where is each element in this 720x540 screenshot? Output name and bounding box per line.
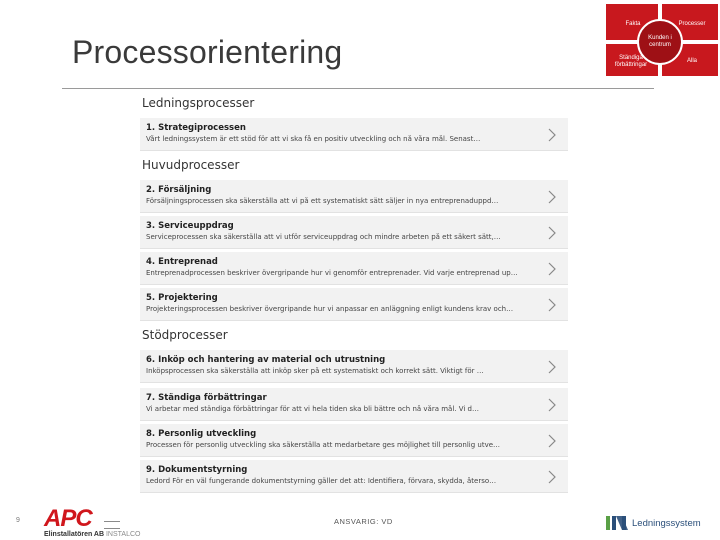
logo-partner: INSTALCO: [105, 531, 141, 538]
badge-label-top-right: Processer: [678, 21, 706, 27]
process-item-entreprenad[interactable]: [140, 252, 568, 285]
process-item-title: 8. Personlig utveckling: [146, 429, 257, 439]
process-item-strategiprocessen[interactable]: [140, 118, 568, 151]
process-item-inkop[interactable]: [140, 350, 568, 383]
chevron-right-icon: [544, 359, 560, 375]
chevron-right-icon: [544, 225, 560, 241]
process-badge: [600, 2, 720, 78]
process-item-title: 4. Entreprenad: [146, 257, 218, 267]
ledningssystem-logo-icon: [606, 514, 628, 532]
logo-stripes: [104, 521, 120, 529]
chevron-right-icon: [544, 297, 560, 313]
process-item-description: Vi arbetar med ständiga förbättringar för att vi hela tiden ska bli bättre och nå våra mål. Vi d…: [146, 405, 479, 413]
process-item-standiga-forbattringar[interactable]: [140, 388, 568, 421]
process-item-serviceuppdrag[interactable]: [140, 216, 568, 249]
chevron-right-icon: [544, 397, 560, 413]
chevron-right-icon: [544, 189, 560, 205]
process-item-description: Vårt ledningssystem är ett stöd för att vi ska få en positiv utveckling och nå våra mål. Senast…: [146, 135, 481, 143]
process-item-description: Ledord För en väl fungerande dokumentstyrning gäller det att: Identifiera, förvara, skydda, återso…: [146, 477, 497, 485]
process-item-description: Försäljningsprocessen ska säkerställa att vi på ett systematiskt sätt säljer in nya entreprenaduppd…: [146, 197, 499, 205]
process-item-title: 6. Inköp och hantering av material och utrustning: [146, 355, 386, 365]
logo-mark: APC: [44, 505, 92, 532]
process-item-description: Entreprenadprocessen beskriver övergripande hur vi genomför entreprenader. Vid varje entreprenad up…: [146, 269, 518, 277]
badge-label-top-left: Fakta: [625, 21, 641, 27]
logo-company: Elinstallatören AB: [44, 531, 105, 538]
ledningssystem-label: Ledningssystem: [632, 517, 701, 529]
process-item-personlig-utveckling[interactable]: [140, 424, 568, 457]
chevron-right-icon: [544, 127, 560, 143]
chevron-right-icon: [544, 469, 560, 485]
process-item-dokumentstyrning[interactable]: [140, 460, 568, 493]
badge-label-bottom-left: Ständiga förbättringar: [614, 55, 648, 68]
logo-subtitle: [44, 531, 140, 538]
process-item-description: Serviceprocessen ska säkerställa att vi utför serviceuppdrag och mindre arbeten på ett säkert sätt,…: [146, 233, 501, 241]
section-heading-ledningsprocesser: Ledningsprocesser: [142, 96, 255, 110]
chevron-right-icon: [544, 433, 560, 449]
chevron-right-icon: [544, 261, 560, 277]
badge-label-bottom-right: Alla: [686, 58, 697, 64]
process-item-forsaljning[interactable]: [140, 180, 568, 213]
page-title: Processorientering: [72, 34, 343, 70]
section-heading-huvudprocesser: Huvudprocesser: [142, 158, 240, 172]
process-item-description: Inköpsprocessen ska säkerställa att inköp sker på ett systematiskt och korrekt sätt. Viktigt för …: [146, 367, 484, 375]
process-item-projektering[interactable]: [140, 288, 568, 321]
page-number: 9: [16, 517, 20, 524]
section-heading-stodprocesser: Stödprocesser: [142, 328, 228, 342]
footer-responsible: ANSVARIG: VD: [334, 517, 393, 526]
process-item-title: 9. Dokumentstyrning: [146, 465, 248, 475]
process-item-title: 2. Försäljning: [146, 185, 212, 195]
apc-logo: [42, 507, 142, 540]
process-item-description: Processen för personlig utveckling ska säkerställa att medarbetare ges möjlighet till personlig utve…: [146, 441, 501, 449]
process-item-title: 7. Ständiga förbättringar: [146, 393, 267, 403]
process-item-title: 1. Strategiprocessen: [146, 123, 246, 133]
process-item-title: 5. Projektering: [146, 293, 218, 303]
title-divider: [62, 88, 654, 89]
ledningssystem-brand: [606, 513, 701, 533]
badge-label-center: Kunden i centrum: [648, 35, 672, 48]
process-item-description: Projekteringsprocessen beskriver övergripande hur vi anpassar en anläggning enligt kundens krav och…: [146, 305, 514, 313]
process-item-title: 3. Serviceuppdrag: [146, 221, 234, 231]
